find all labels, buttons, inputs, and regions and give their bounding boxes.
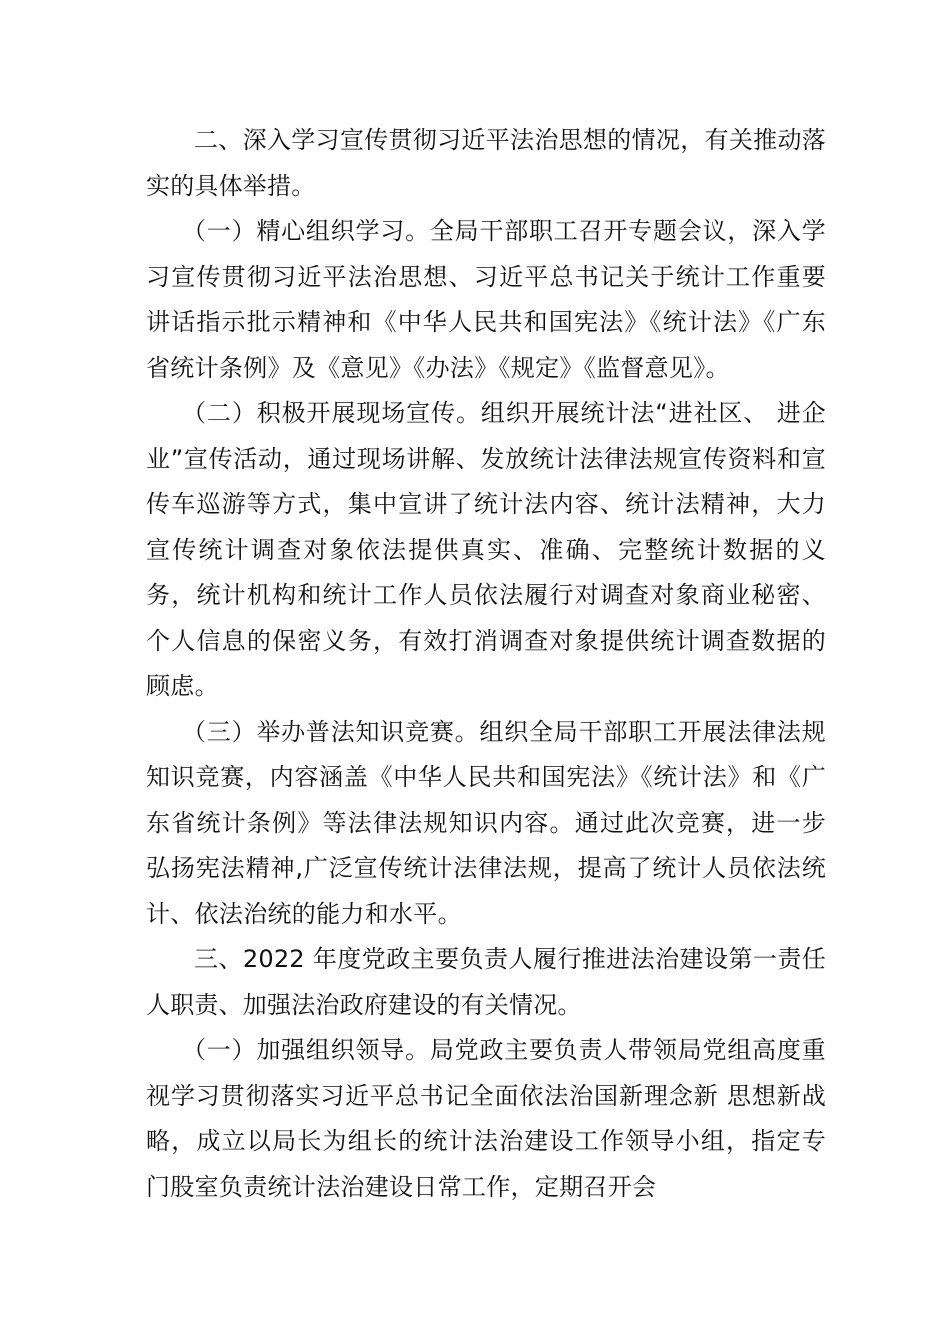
section-2-heading: 二、深入学习宣传贯彻习近平法治思想的情况，有关推动落实的具体举措。 (146, 126, 826, 200)
section-2-item-3-paragraph: （三）举办普法知识竞赛。组织全局干部职工开展法律法规知识竞赛，内容涵盖《中华人民共和国宪法》《统计法》和《广东省统计条例》等法律法规知识内容。通过此次竞赛，进一步弘扬宪法精神,广泛宣传统计法律法规，提高了统计人员依法统计、依法治统的能力和水平。 (146, 717, 826, 928)
section-3-item-1-paragraph: （一）加强组织领导。局党政主要负责人带领局党组高度重视学习贯彻落实习近平总书记全面依法治国新理念新 思想新战略，成立以局长为组长的统计法治建设工作领导小组，指定专门股室负责统计法治建设日常工作，定期召开会 (146, 1036, 826, 1201)
section-2-item-2-paragraph: （二）积极开展现场宣传。组织开展统计法“进社区、 进企业”宣传活动，通过现场讲解、发放统计法律法规宣传资料和宣传车巡游等方式，集中宣讲了统计法内容、统计法精神，大力宣传统计调查对象依法提供真实、准确、完整统计数据的义务，统计机构和统计工作人员依法履行对调查对象商业秘密、个人信息的保密义务，有效打消调查对象提供统计调查数据的顾虑。 (146, 399, 826, 700)
section-3-heading: 三、2022 年度党政主要负责人履行推进法治建设第一责任人职责、加强法治政府建设的有关情况。 (146, 945, 826, 1019)
document-body (146, 118, 826, 1210)
section-2-item-1-paragraph: （一）精心组织学习。全局干部职工召开专题会议，深入学习宣传贯彻习近平法治思想、习近平总书记关于统计工作重要讲话指示批示精神和《中华人民共和国宪法》《统计法》《广东省统计条例》及《意见》《办法》《规定》《监督意见》。 (146, 217, 826, 382)
